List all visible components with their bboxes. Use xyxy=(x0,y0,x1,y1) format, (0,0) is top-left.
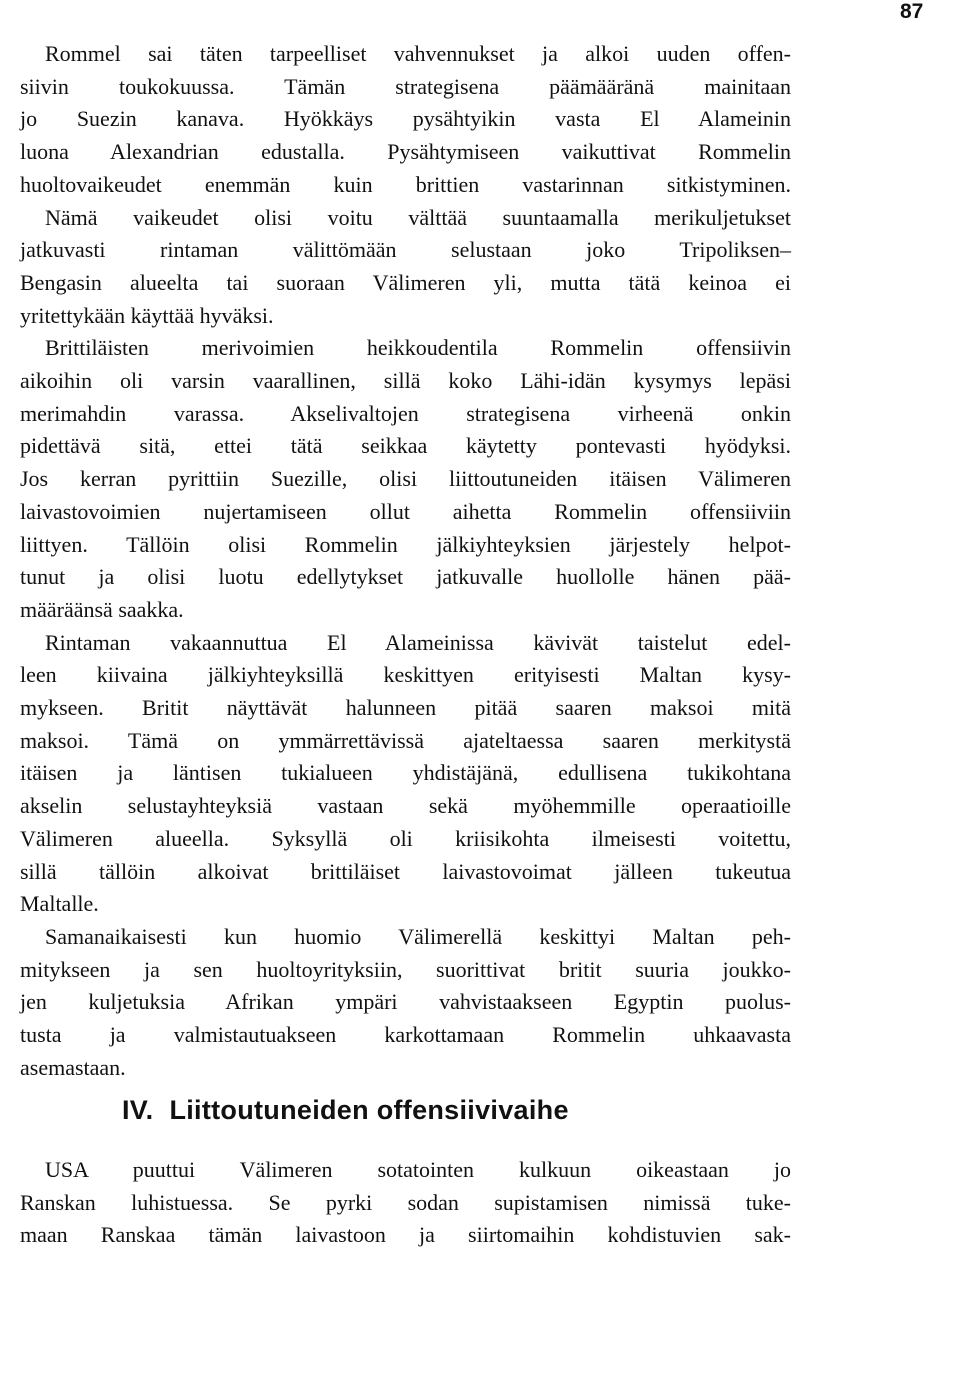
text-line: USA puuttui Välimeren sotatointen kulkuun oikeastaan jo xyxy=(45,1157,791,1182)
text-line: luona Alexandrian edustalla. Pysähtymiseen vaikuttivat Rommelin xyxy=(20,139,791,165)
body-text-block-continued xyxy=(20,1154,791,1252)
text-line: pidettävä sitä, ettei tätä seikkaa käytetty pontevasti hyödyksi. xyxy=(20,433,791,459)
text-line: laivastovoimien nujertamiseen ollut aihetta Rommelin offensiiviin xyxy=(20,498,791,524)
text-line: maksoi. Tämä on ymmärrettävissä ajateltaessa saaren merkitystä xyxy=(20,727,791,753)
text-line: sillä tällöin alkoivat brittiläiset laivastovoimat jälleen tukeutua xyxy=(20,858,791,884)
text-line: asemastaan. xyxy=(20,1054,126,1080)
text-line: Rintaman vakaannuttua El Alameinissa kävivät taistelut edel- xyxy=(45,629,791,655)
page-number: 87 xyxy=(900,0,924,23)
text-line: Brittiläisten merivoimien heikkoudentila Rommelin offensiivin xyxy=(45,335,791,361)
section-heading xyxy=(122,1093,569,1127)
text-line: siivin toukokuussa. Tämän strategisena päämääränä mainitaan xyxy=(20,73,791,99)
text-line: Jos kerran pyrittiin Suezille, olisi liittoutuneiden itäisen Välimeren xyxy=(20,466,791,492)
text-line: merimahdin varassa. Akselivaltojen strategisena virheenä onkin xyxy=(20,400,791,426)
text-line: Rommel sai täten tarpeelliset vahvennukset ja alkoi uuden offen- xyxy=(45,41,791,66)
text-line: tunut ja olisi luotu edellytykset jatkuvalle huollolle hänen pää- xyxy=(20,564,791,590)
text-line: yritettykään käyttää hyväksi. xyxy=(20,302,274,328)
text-line: Bengasin alueelta tai suoraan Välimeren yli, mutta tätä keinoa ei xyxy=(20,269,791,295)
text-line: jatkuvasti rintaman välittömään selustaan joko Tripoliksen– xyxy=(20,237,791,263)
text-line: Nämä vaikeudet olisi voitu välttää suuntaamalla merikuljetukset xyxy=(45,204,791,230)
text-line: mitykseen ja sen huoltoyrityksiin, suorittivat britit suuria joukko- xyxy=(20,956,791,982)
text-line: huoltovaikeudet enemmän kuin brittien vastarinnan sitkistyminen. xyxy=(20,171,791,197)
section-title: Liittoutuneiden offensiivivaihe xyxy=(169,1095,569,1125)
text-line: tusta ja valmistautuakseen karkottamaan Rommelin uhkaavasta xyxy=(20,1022,791,1048)
text-line: itäisen ja läntisen tukialueen yhdistäjänä, edullisena tukikohtana xyxy=(20,760,791,786)
text-line: jo Suezin kanava. Hyökkäys pysähtyikin vasta El Alameinin xyxy=(20,106,791,132)
text-line: Samanaikaisesti kun huomio Välimerellä keskittyi Maltan peh- xyxy=(45,923,791,949)
text-line: mykseen. Britit näyttävät halunneen pitää saaren maksoi mitä xyxy=(20,695,791,721)
text-line: jen kuljetuksia Afrikan ympäri vahvistaakseen Egyptin puolus- xyxy=(20,989,791,1015)
text-line: leen kiivaina jälkiyhteyksillä keskittyen erityisesti Maltan kysy- xyxy=(20,662,791,688)
text-line: Välimeren alueella. Syksyllä oli kriisikohta ilmeisesti voitettu, xyxy=(20,825,791,851)
text-line: aikoihin oli varsin vaarallinen, sillä koko Lähi-idän kysymys lepäsi xyxy=(20,368,791,394)
text-line: liittyen. Tällöin olisi Rommelin jälkiyhteyksien järjestely helpot- xyxy=(20,531,791,557)
text-line: akselin selustayhteyksiä vastaan sekä myöhemmille operaatioille xyxy=(20,793,791,819)
body-text-block xyxy=(20,38,791,1085)
section-number: IV. xyxy=(122,1095,154,1125)
text-line: maan Ranskaa tämän laivastoon ja siirtomaihin kohdistuvien sak- xyxy=(20,1222,791,1248)
text-line: Ranskan luhistuessa. Se pyrki sodan supistamisen nimissä tuke- xyxy=(20,1189,791,1215)
text-line: määräänsä saakka. xyxy=(20,596,184,622)
text-line: Maltalle. xyxy=(20,891,99,917)
